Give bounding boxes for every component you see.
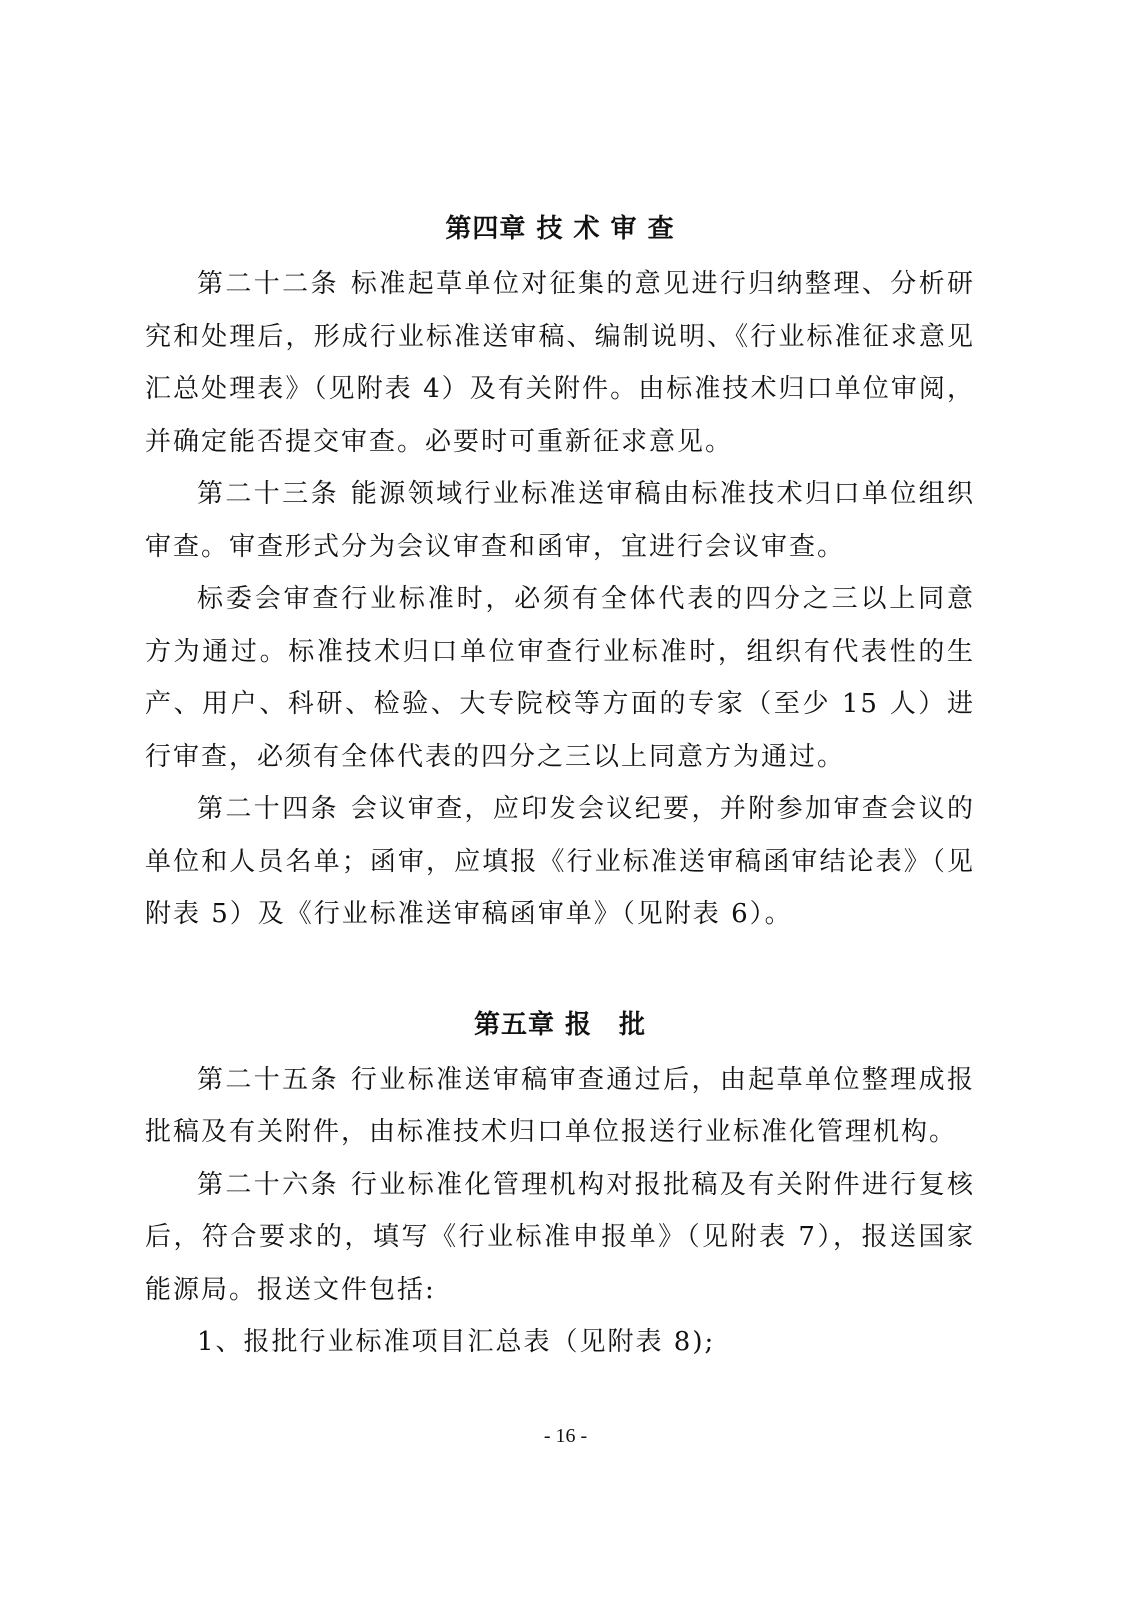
chapter-4-title: 第四章 技 术 审 查 [445,214,675,244]
article-25-text: 行业标准送审稿审查通过后，由起草单位整理成报批稿及有关附件，由标准技术归口单位报送行业标准化管理机构。 [145,1064,975,1147]
article-25 [145,1054,975,1159]
article-26-number: 第二十六条 [197,1169,339,1200]
article-22-text: 标准起草单位对征集的意见进行归纳整理、分析研究和处理后，形成行业标准送审稿、编制说明、《行业标准征求意见汇总处理表》（见附表 4）及有关附件。由标准技术归口单位审阅，并确定能否提交审查。必要时可重新征求意见。 [145,269,975,457]
article-24-text: 会议审查，应印发会议纪要，并附参加审查会议的单位和人员名单；函审，应填报《行业标准送审稿函审结论表》（见附表 5）及《行业标准送审稿函审单》（见附表 6）。 [145,794,975,929]
article-23-paragraph-2: 标委会审查行业标准时，必须有全体代表的四分之三以上同意方为通过。标准技术归口单位审查行业标准时，组织有代表性的生产、用户、科研、检验、大专院校等方面的专家（至少 15 人）进行审查，必须有全体代表的四分之三以上同意方为通过。 [145,584,975,772]
article-23-text: 能源领域行业标准送审稿由标准技术归口单位组织审查。审查形式分为会议审查和函审，宜进行会议审查。 [145,479,975,562]
article-24-number: 第二十四条 [197,794,339,824]
article-22 [145,258,975,468]
article-25-number: 第二十五条 [197,1064,339,1095]
page-number: - 16 - [543,1425,588,1447]
article-26-text: 行业标准化管理机构对报批稿及有关附件进行复核后，符合要求的，填写《行业标准申报单》（见附表 7），报送国家能源局。报送文件包括: [145,1169,975,1305]
article-26 [145,1159,975,1317]
article-23-number: 第二十三条 [197,479,339,509]
list-item-1: 1、报批行业标准项目汇总表（见附表 8); [197,1327,716,1357]
article-23 [145,468,975,573]
article-24 [145,783,975,941]
article-22-number: 第二十二条 [197,269,339,299]
chapter-5-title: 第五章 报 批 [473,1009,647,1040]
document-body [145,200,975,1369]
